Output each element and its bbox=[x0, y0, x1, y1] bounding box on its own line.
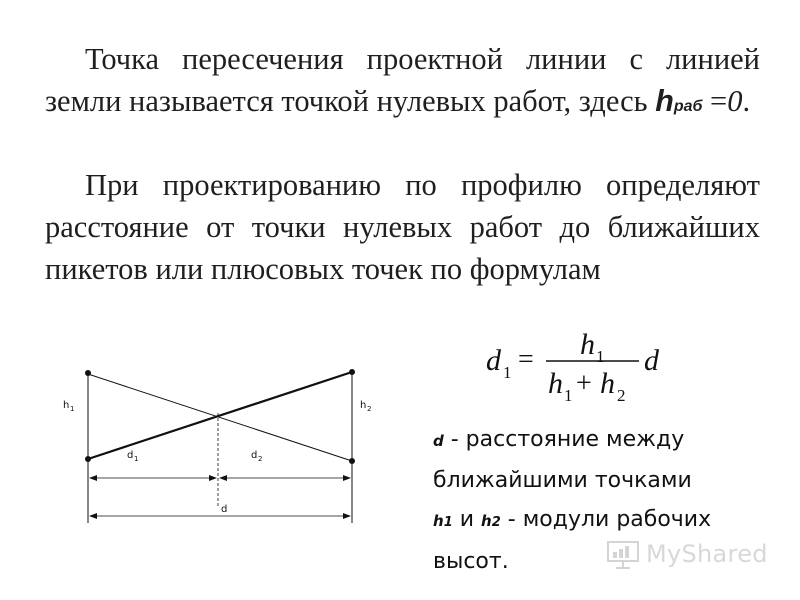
point-top-right bbox=[349, 369, 355, 375]
label-h1: h bbox=[63, 400, 70, 411]
arrow-d1-left bbox=[89, 475, 97, 481]
label-h2: h bbox=[360, 400, 367, 411]
def-d-text: - расстояние между ближайшими точками bbox=[433, 427, 692, 493]
arrow-d-left bbox=[89, 513, 97, 519]
formula-lhs-sub: 1 bbox=[503, 363, 512, 382]
formula-plus: + bbox=[576, 368, 592, 399]
def-d-symbol: d bbox=[433, 432, 444, 450]
arrow-d2-right bbox=[343, 475, 351, 481]
label-d2: d bbox=[251, 450, 258, 461]
formula-numerator-sub: 1 bbox=[596, 347, 605, 366]
design-line bbox=[88, 372, 352, 459]
paragraph1-text: Точка пересечения проектной линии с линией земли называется точкой нулевых работ, здесь bbox=[45, 42, 760, 118]
watermark bbox=[606, 536, 776, 572]
paragraph2-text: При проектированию по профилю определяют расстояние от точки нулевых работ до ближайших пикетов или плюсовых точек по формулам bbox=[45, 168, 760, 286]
def-h-text: - модули рабочих высот. bbox=[433, 507, 712, 574]
point-bottom-right bbox=[349, 458, 355, 464]
label-d: d bbox=[221, 504, 228, 515]
period: . bbox=[742, 84, 751, 118]
ground-line bbox=[88, 374, 352, 461]
point-top-left bbox=[85, 370, 91, 376]
label-d1-sub: 1 bbox=[134, 455, 139, 463]
arrow-d-right bbox=[343, 513, 351, 519]
h-symbol: h bbox=[655, 84, 674, 118]
formula-denominator-h2: h bbox=[600, 367, 615, 400]
paragraph-distances bbox=[45, 164, 760, 290]
def-h2-sub: 2 bbox=[491, 515, 501, 530]
def-h1-sub: 1 bbox=[443, 515, 453, 530]
label-d2-sub: 2 bbox=[258, 455, 263, 463]
zero-value: 0 bbox=[727, 84, 743, 118]
formula-multiplier: d bbox=[644, 344, 659, 377]
formula-numerator: h bbox=[580, 328, 595, 361]
def-and: и bbox=[452, 507, 482, 532]
arrow-d2-left bbox=[219, 475, 227, 481]
label-h2-sub: 2 bbox=[367, 405, 372, 413]
paragraph-zero-point bbox=[45, 38, 760, 128]
label-d1: d bbox=[127, 450, 134, 461]
formula-denominator-h1: h bbox=[548, 367, 563, 400]
def-h1-symbol: h bbox=[433, 512, 444, 530]
formula-lhs: d bbox=[486, 344, 501, 377]
point-bottom-left bbox=[85, 456, 91, 462]
formula-equals: = bbox=[518, 344, 534, 375]
watermark-text: MyShared bbox=[646, 540, 768, 568]
arrow-d1-right bbox=[209, 475, 217, 481]
equals-sign: = bbox=[702, 84, 728, 118]
def-h2-symbol: h bbox=[481, 512, 492, 530]
formula-denominator-h2-sub: 2 bbox=[617, 386, 626, 405]
zero-point-diagram bbox=[55, 358, 375, 530]
presentation-board-icon bbox=[606, 538, 640, 570]
distance-formula bbox=[484, 322, 684, 408]
formula-denominator-h1-sub: 1 bbox=[564, 386, 573, 405]
label-h1-sub: 1 bbox=[70, 405, 75, 413]
h-subscript: раб bbox=[673, 98, 703, 115]
